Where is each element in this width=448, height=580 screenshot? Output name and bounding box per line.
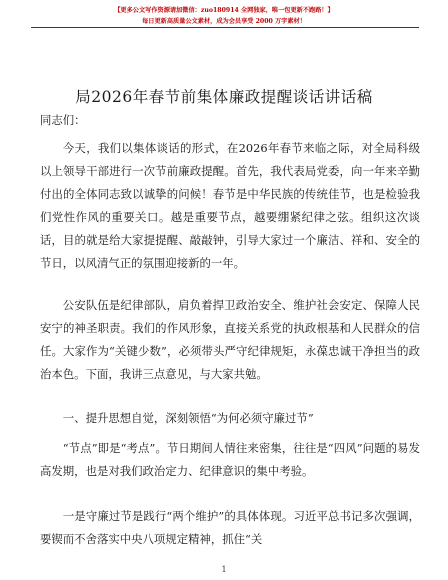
document-title: 局2026年春节前集体廉政提醒谈话讲话稿 bbox=[75, 88, 373, 106]
paragraph-1: 今天，我们以集体谈话的形式，在2026年春节来临之际，对全局科级以上领导干部进行一次节前廉政提醒。首先，我代表局党委，向一年来辛勤付出的全体同志致以诚挚的问候！春节是中华民族的传统佳节，也是检验我们党性作风的重要关口。越是重要节点，越要绷紧纪律之弦。组织这次谈话，目的就是给大家提提醒、敲敲钟，引导大家过一个廉洁、祥和、安全的节日，以风清气正的氛围迎接新的一年。 bbox=[40, 141, 420, 270]
paragraph-4: 一是守廉过节是践行“两个维护”的具体体现。习近平总书记多次强调，要锲而不舍落实中央八项规定精神，抓住“关 bbox=[40, 509, 420, 546]
salutation: 同志们： bbox=[40, 113, 86, 127]
paragraph-3: “节点”即是“考点”。节日期间人情往来密集，往往是“四风”问题的易发高发期，也是对我们政治定力、纪律意识的集中考验。 bbox=[40, 441, 420, 478]
page-number: 1 bbox=[221, 565, 227, 574]
header-promo-line-2: 每日更新高质量公文素材，成为会员享受 2000 万字素材！ bbox=[142, 18, 306, 25]
section-heading-1: 一、提升思想自觉，深刻领悟“为何必须守廉过节” bbox=[62, 411, 314, 425]
paragraph-2: 公安队伍是纪律部队，肩负着捍卫政治安全、维护社会安定、保障人民安宁的神圣职责。我们的作风形象，直接关系党的执政根基和人民群众的信任。大家作为“关键少数”，必须带头严守纪律规矩，永葆忠诚干净担当的政治本色。下面，我讲三点意见，与大家共勉。 bbox=[40, 298, 420, 381]
header-divider bbox=[31, 27, 419, 28]
header-promo-line-1: 【更多公文写作资源请加微信：zuo180914 全网独家，唯一包更新不跑路！】 bbox=[114, 7, 334, 14]
